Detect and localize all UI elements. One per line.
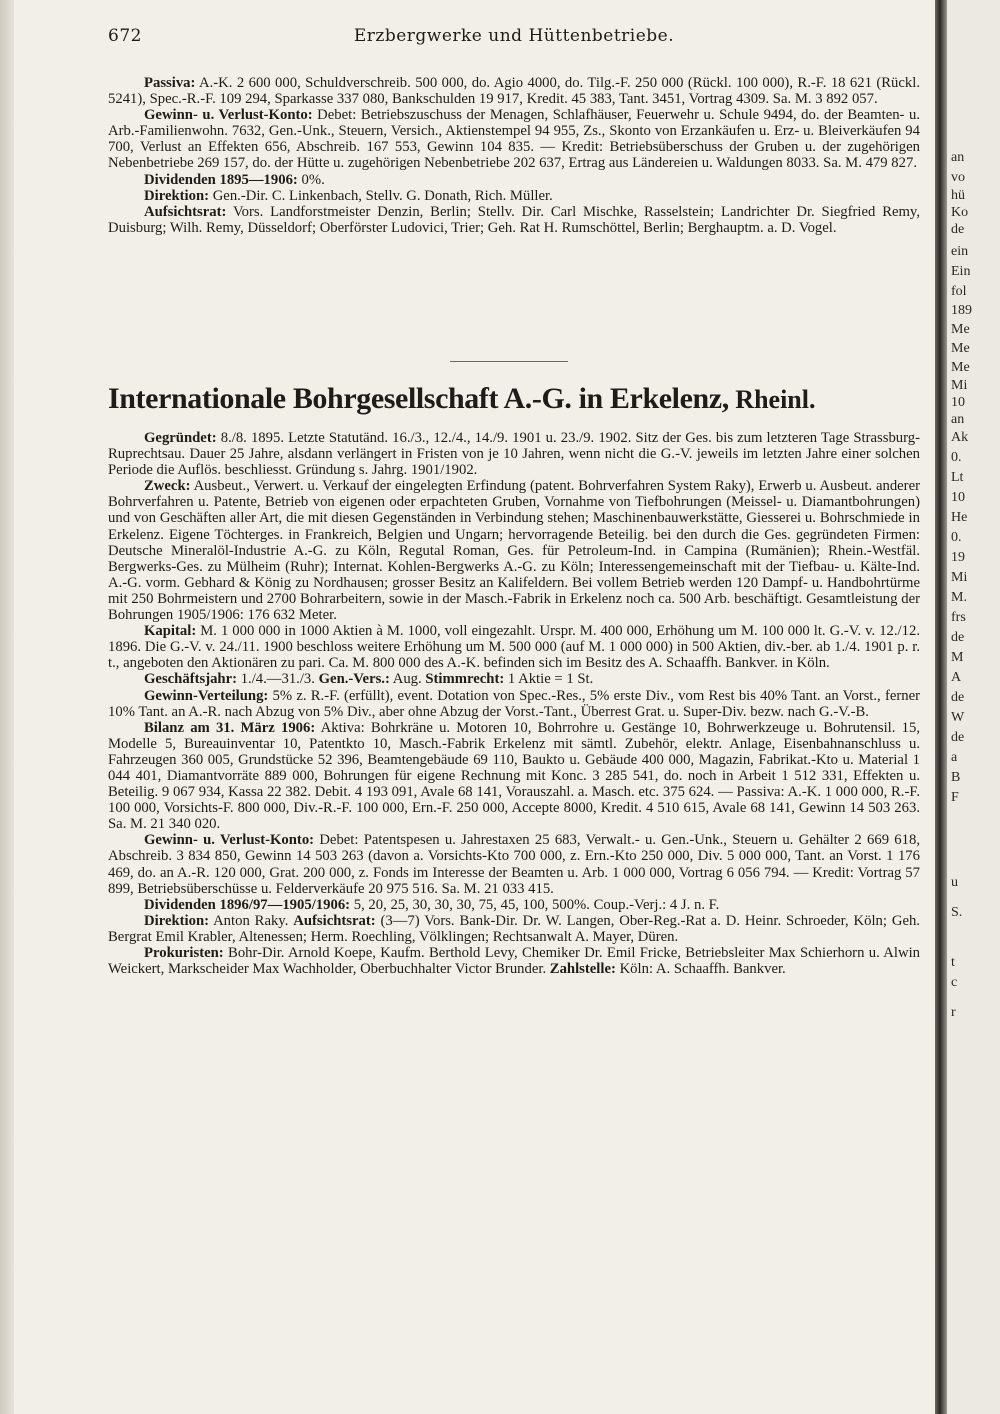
- facing-page-fragment: S.: [951, 905, 963, 920]
- facing-page-fragment: A: [951, 670, 962, 685]
- facing-page-fragment: Me: [951, 341, 970, 356]
- facing-page-fragment: M: [951, 650, 964, 665]
- entry-zweck: Zweck: Ausbeut., Verwert. u. Verkauf der eingelegten Erfindung (patent. Bohrverfahren System Raky), Erwerb u. Ausbeut. anderer Bohrverfahren u. Patente, Betrieb von eigenen oder erpachteten Gruben, Vornahme von Tiefbohrungen (Meissel- u. Diamantbohrungen) und von Geschäften aller Art, die mit diesen Gegenständen in Verbindung stehen; Maschinenbauwerkstätte, Giesserei u. Bohrschmiede in Erkelenz. Eigene Töchterges. in Frankreich, Belgien und Ungarn; hervorragende Beteilig. bei den durch die Ges. gegründeten Firmen: Deutsche Mineralöl-Industrie A.-G. zu Köln, Regutal Roman, Ges. für Petroleum-Ind. in Campina (Rumänien); Rhein.-Westfäl. Bergwerks-Ges. zu Mülheim (Ruhr); Internat. Kohlen-Bergwerks A.-G. zu Köln; Interessengemeinschaft mit der Tiefbau- u. Kälte-Ind. A.-G. vorm. Gebhard & König zu Nordhausen; grosser Besitz an Kalifeldern. Bei vollem Betrieb werden 120 Dampf- u. Handbohrtürme mit 250 Bohrmeistern und 2700 Bohrarbeitern, sowie in der Masch.-Fabrik in Erkelenz noch ca. 500 Arb. beschäftigt. Gesamtleistung der Bohrungen 1905/1906: 176 632 Meter.: [108, 478, 920, 624]
- facing-page-fragment: fol: [951, 284, 967, 299]
- facing-page-fragment: 10: [951, 395, 965, 410]
- page-edge-shadow: [0, 0, 14, 1414]
- company-heading: [108, 382, 920, 417]
- entry-gewinn-verlust-konto: Gewinn- u. Verlust-Konto: Debet: Patentspesen u. Jahrestaxen 25 683, Verwalt.- u. Gen.-Unk., Steuern u. Gehälter 2 669 618, Abschreib. 3 834 850, Gewinn 14 503 263 (davon a. Vorsichts-Kto 700 000, z. Ern.-Kto 250 000, Div. 5 000 000, Tant. an Vorst. 1 176 469, do. an A.-R. 120 000, Grat. 200 000, z. Fonds im Interesse der Beamten u. Arb. 1 000 000, Vortrag 6 056 794. — Kredit: Vortrag 57 899, Betriebsüberschüsse u. Felderverkäufe 20 975 516. Sa. M. 21 033 415.: [108, 832, 920, 897]
- facing-page-fragment: Ein: [951, 264, 971, 279]
- entry-gewinn-verlust: Gewinn- u. Verlust-Konto: Debet: Betriebszuschuss der Menagen, Schlafhäuser, Feuerwehr u. Schule 9494, do. der Beamten- u. Arb.-Familienwohn. 7632, Gen.-Unk., Steuern, Versich., Aktienstempel 94 955, Zs., Skonto von Erzankäufen u. Erz- u. Bleiverkäufen 94 700, Verlust an Effekten 656, Abschreib. 167 553, Gewinn 104 835. — Kredit: Betriebsüberschuss der Gruben u. der zugehörigen Nebenbetriebe 269 157, do. der Hütte u. zugehörigen Nebenbetriebe 202 637, Ertrag aus Ländereien u. Waldungen 8033. Sa. M. 479 827.: [108, 107, 920, 172]
- facing-page-fragment: W: [951, 710, 965, 725]
- section-divider: [450, 361, 568, 362]
- running-title: Erzbergwerke und Hüttenbetriebe.: [353, 26, 675, 46]
- facing-page-fragment: M.: [951, 590, 967, 605]
- facing-page-fragment: 0.: [951, 530, 962, 545]
- company-entries: [108, 430, 920, 977]
- company-name: Internationale Bohrgesellschaft A.-G. in Erkelenz,: [108, 382, 729, 415]
- entry-gegruendet: Gegründet: 8./8. 1895. Letzte Statutänd. 16./3., 12./4., 14./9. 1901 u. 23./9. 1902. Sitz der Ges. bis zum letzteren Tage Strassburg-Ruprechtsau. Dauer 25 Jahre, alsdann verlängert in Fristen von je 10 Jahren, wenn nicht die G.-V. jeweils im letzten Jahre einer solchen Periode die Auflös. beschliesst. Gründung s. Jahrg. 1901/1902.: [108, 430, 920, 479]
- facing-page-fragment: frs: [951, 610, 966, 625]
- entry-direktion: Direktion: Gen.-Dir. C. Linkenbach, Stellv. G. Donath, Rich. Müller.: [144, 187, 553, 204]
- book-gutter: [935, 0, 947, 1414]
- previous-company-entries: [108, 75, 920, 236]
- entry-aufsichtsrat: Aufsichtsrat: Vors. Landforstmeister Denzin, Berlin; Stellv. Dir. Carl Mischke, Rasselstein; Landrichter Dr. Siegfried Remy, Duisburg; Wilh. Remy, Düsseldorf; Oberförster Ludovici, Trier; Geh. Rat H. Rumschöttel, Berlin; Berghauptm. a. D. Vogel.: [108, 203, 920, 236]
- facing-page-fragment: c: [951, 975, 958, 990]
- entry-geschaeftsjahr: Geschäftsjahr: 1./4.—31./3. Gen.-Vers.: Aug. Stimmrecht: 1 Aktie = 1 St.: [144, 671, 594, 688]
- facing-page-fragment: He: [951, 510, 968, 525]
- facing-page-fragment: 19: [951, 550, 965, 565]
- facing-page-fragment: F: [951, 790, 959, 805]
- entry-dividenden-2: Dividenden 1896/97—1905/1906: 5, 20, 25, 30, 30, 30, 75, 45, 100, 500%. Coup.-Verj.: 4 J. n. F.: [144, 896, 720, 913]
- facing-page-fragment: hü: [951, 188, 965, 203]
- facing-page-fragment: Mi: [951, 378, 968, 393]
- facing-page-fragment: Me: [951, 360, 970, 375]
- facing-page-fragment: de: [951, 690, 965, 705]
- facing-page-fragment: vo: [951, 170, 965, 185]
- entry-prokuristen: Prokuristen: Bohr-Dir. Arnold Koepe, Kaufm. Berthold Levy, Chemiker Dr. Emil Fricke, Betriebsleiter Max Schierhorn u. Alwin Weickert, Markscheider Max Wachholder, Oberbuchhalter Victor Brunder. Zahlstelle: Köln: A. Schaaffh. Bankver.: [108, 945, 920, 978]
- facing-page-fragment: Ak: [951, 430, 969, 445]
- facing-page-fragment: Me: [951, 322, 970, 337]
- facing-page-fragment: B: [951, 770, 961, 785]
- facing-page-fragment: a: [951, 750, 958, 765]
- entry-gewinn-verteilung: Gewinn-Verteilung: 5% z. R.-F. (erfüllt), event. Dotation von Spec.-Res., 5% erste Div., vom Rest bis 40% Tant. an Vorst., ferner 10% Tant. an A.-R. nach Abzug von 5% Div., aber ohne Abzug der Vorst.-Tant., Überrest Grat. u. Super-Div. bezw. nach G.-V.-B.: [108, 687, 920, 720]
- entry-dividenden: Dividenden 1895—1906: 0%.: [144, 171, 325, 188]
- facing-page-fragment: r: [951, 1005, 956, 1020]
- entry-bilanz: Bilanz am 31. März 1906: Aktiva: Bohrkräne u. Motoren 10, Bohrrohre u. Gestänge 10, Bohrwerkzeuge u. Bohrutensil. 15, Modelle 5, Bureauinventar 10, Patentkto 10, Masch.-Fabrik Erkelenz mit sämtl. Zubehör, elektr. Anlage, Eisenbahnanschluss u. Fahrzeugen 360 005, Grundstücke 52 396, Beamtengebäude 69 110, Baukto u. Gebäude 400 000, Magazin, Fabrikat.-Kto u. Material 1 044 401, Diamantvorräte 889 000, Bohrungen für eigene Rechnung mit Konc. 3 285 541, do. noch in Arbeit 1 512 331, Effekten u. Beteilig. 9 067 934, Kassa 22 382. Debit. 4 193 091, Avale 68 141, Vorauszahl. a. Masch. etc. 375 624. — Passiva: A.-K. 1 000 000, R.-F. 100 000, Vorsichts-F. 800 000, Div.-R.-F. 100 000, Ern.-F. 250 000, Accepte 8000, Kredit. 4 510 615, Avale 68 141, Gewinn 14 503 263. Sa. M. 21 340 020.: [108, 719, 920, 833]
- facing-page-fragment: ein: [951, 244, 969, 259]
- facing-page-fragment: 0.: [951, 450, 962, 465]
- facing-page-fragment: de: [951, 222, 965, 237]
- facing-page-fragment: Mi: [951, 570, 968, 585]
- page-number: 672: [108, 26, 142, 46]
- facing-page-fragment: Ko: [951, 205, 969, 220]
- facing-page-fragment: de: [951, 730, 965, 745]
- facing-page-fragment: an: [951, 412, 965, 427]
- facing-page-fragment: 10: [951, 490, 965, 505]
- facing-page-fragment: de: [951, 630, 965, 645]
- facing-page-fragment: an: [951, 150, 965, 165]
- entry-direktion-aufsichtsrat: Direktion: Anton Raky. Aufsichtsrat: (3—7) Vors. Bank-Dir. Dr. W. Langen, Ober-Reg.-Rat a. D. Heinr. Schroeder, Köln; Geh. Bergrat Emil Krabler, Altenessen; Herm. Roechling, Völklingen; Rechtsanwalt A. Mayer, Düren.: [108, 912, 920, 945]
- facing-page-fragment: 189: [951, 303, 972, 318]
- facing-page-fragment: u: [951, 875, 958, 890]
- company-place: Rheinl.: [728, 385, 816, 414]
- entry-passiva: Passiva: A.-K. 2 600 000, Schuldverschreib. 500 000, do. Agio 4000, do. Tilg.-F. 250 000 (Rückl. 100 000), R.-F. 18 621 (Rückl. 5241), Spec.-R.-F. 109 294, Sparkasse 337 080, Bankschulden 19 917, Kredit. 45 383, Tant. 3451, Vortrag 4309. Sa. M. 3 892 057.: [108, 75, 920, 108]
- entry-kapital: Kapital: M. 1 000 000 in 1000 Aktien à M. 1000, voll eingezahlt. Urspr. M. 400 000, Erhöhung um M. 100 000 lt. G.-V. v. 12./12. 1896. Die G.-V. v. 24./11. 1900 beschloss weitere Erhöhung um M. 500 000 (auf M. 1 000 000) in 500 Aktien, div.-ber. ab 1./4. 1901 p. r. t., angeboten den Aktionären zu pari. Ca. M. 800 000 des A.-K. befinden sich im Besitz des A. Schaaffh. Bankver. in Köln.: [108, 623, 920, 672]
- facing-page-fragment: t: [951, 955, 955, 970]
- facing-page-fragment: Lt: [951, 470, 964, 485]
